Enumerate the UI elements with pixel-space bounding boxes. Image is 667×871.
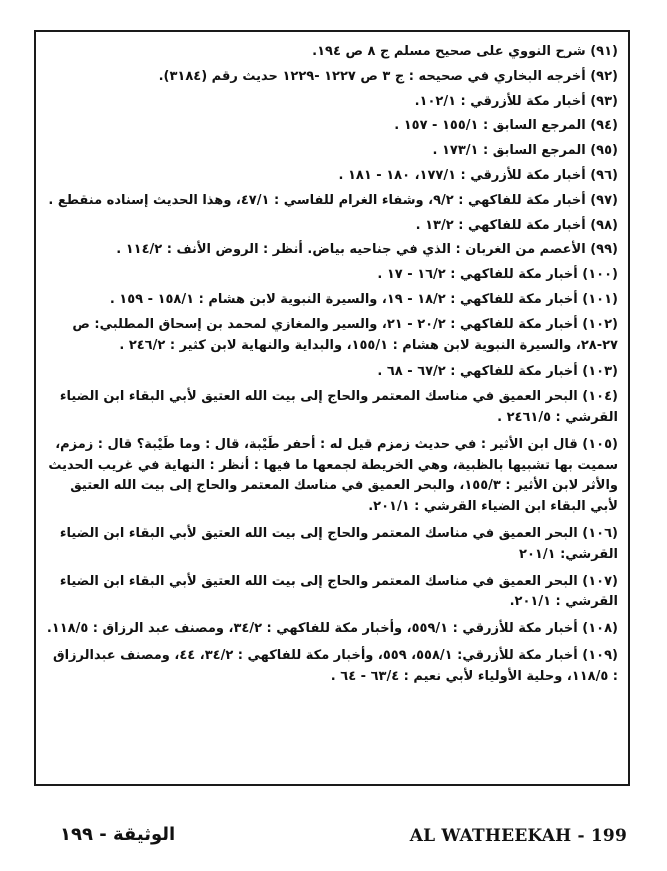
footnote: (١٠٦) البحر العميق في مناسك المعتمر والحاج إلى بيت الله العتيق لأبي البقاء ابن الضياء القرشي: ٢٠١/١: [59, 525, 618, 562]
footnote: (١٠٠) أخبار مكة للفاكهي : ١٦/٢ - ١٧ .: [377, 267, 618, 283]
footnote: (٩٤) المرجع السابق : ١٥٥/١ - ١٥٧ .: [394, 118, 618, 134]
footnote: (١٠٥) قال ابن الأثير : في حديث زمزم قيل له : أحفر طَيْبة، قال : وما طَيْبة؟ قال : زمزم، سميت بها تشبيها بالظبية، وهي الخريطة لجمعها ما فيها : أنظر : النهاية في غريب الحديث والأثر لابن الأثير : ١٥٥/٣، والبحر العميق في مناسك المعتمر والحاج إلى بيت الله العتيق لأبي البقاء ابن الضياء القرشي : ٢٠١/١.: [48, 436, 618, 515]
footnote: (٩٨) أخبار مكة للفاكهي : ١٣/٢ .: [415, 217, 618, 233]
footnotes-list: [46, 42, 618, 694]
footnotes-frame: [34, 30, 630, 786]
footnote: (١٠٢) أخبار مكة للفاكهي : ٢٠/٢ - ٢١، والسير والمغازي لمحمد بن إسحاق المطلبي: ص ٢٧-٢٨، والسيرة النبوية لابن هشام : ١٥٥/١، والبداية والنهاية لابن كثير : ٢٤٦/٢ .: [72, 316, 618, 353]
page-number-latin: AL WATHEEKAH - 199: [409, 826, 627, 846]
footnote: (١٠١) أخبار مكة للفاكهي : ١٨/٢ - ١٩، والسيرة النبوية لابن هشام : ١٥٨/١ - ١٥٩ .: [109, 291, 618, 307]
footnote: (٩٣) أخبار مكة للأزرقي : ١٠٢/١.: [414, 93, 618, 109]
footnote: (١٠٨) أخبار مكة للأزرقي : ٥٥٩/١، وأخبار مكة للفاكهي : ٣٤/٢، ومصنف عبد الرزاق : ١١٨/٥.: [46, 621, 618, 637]
footnote: (١٠٧) البحر العميق في مناسك المعتمر والحاج إلى بيت الله العتيق لأبي البقاء ابن الضياء القرشي : ٢٠١/١.: [59, 573, 618, 610]
footnote: (٩٥) المرجع السابق : ١٧٣/١ .: [432, 143, 618, 159]
page-number-arabic: الوثيقة - ١٩٩: [60, 824, 176, 845]
footnote: (١٠٩) أخبار مكة للأزرقي: ٥٥٨/١، ٥٥٩، وأخبار مكة للفاكهي : ٣٤/٢، ٤٤، ومصنف عبدالرزاق : ١١٨/٥، وحلية الأولياء لأبي نعيم : ٦٣/٤ - ٦٤ .: [52, 647, 618, 684]
footnote: (٩١) شرح النووي على صحيح مسلم ج ٨ ص ١٩٤.: [312, 44, 618, 59]
footnote: (٩٩) الأعصم من الغربان : الذي في جناحيه بياض. أنظر : الروض الأنف : ١١٤/٢ .: [116, 242, 618, 258]
footnote: (٩٧) أخبار مكة للفاكهي : ٩/٢، وشفاء الغرام للفاسي : ٤٧/١، وهذا الحديث إسناده منقطع .: [48, 192, 618, 208]
footnote: (١٠٤) البحر العميق في مناسك المعتمر والحاج إلى بيت الله العتيق لأبي البقاء ابن الضياء القرشي : ٢٤٦١/٥ .: [59, 389, 618, 425]
page-footer: [0, 826, 667, 856]
footnote: (١٠٣) أخبار مكة للفاكهي : ٦٧/٢ - ٦٨ .: [377, 364, 618, 380]
footnote: (٩٦) أخبار مكة للأزرقي : ١٧٧/١، ١٨٠ - ١٨١ .: [338, 167, 618, 183]
footnote: (٩٢) أخرجه البخاري في صحيحه : ج ٣ ص ١٢٢٧ -١٢٢٩ حديث رقم (٣١٨٤).: [158, 68, 618, 84]
